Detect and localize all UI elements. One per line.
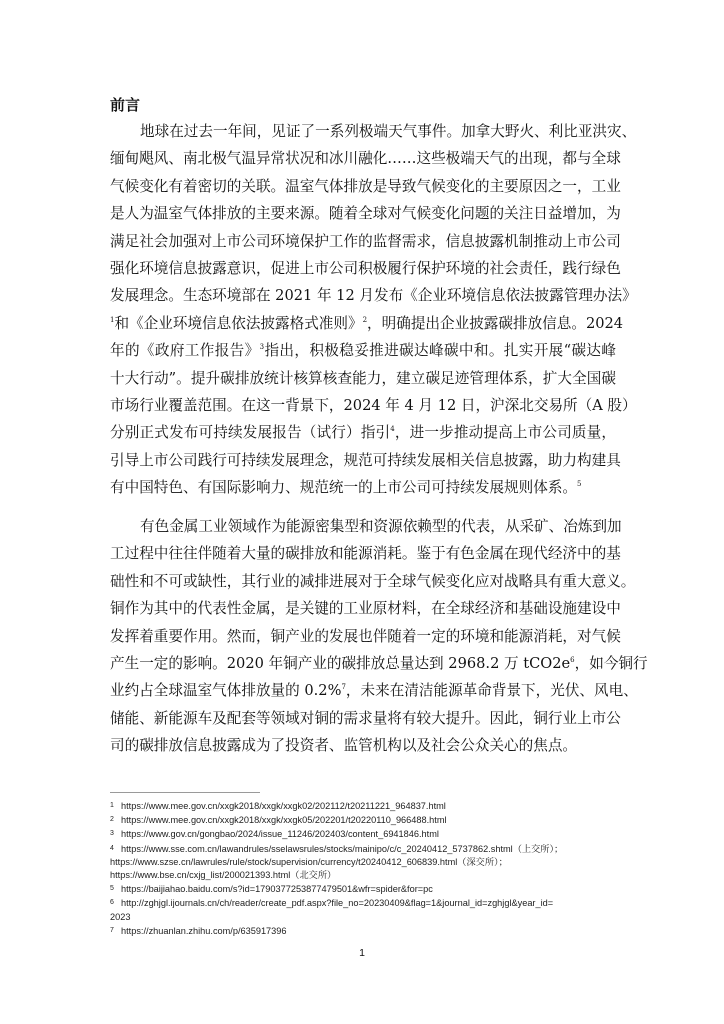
footnote-number: 2	[110, 816, 114, 824]
page-number: 1	[359, 947, 365, 959]
text-line	[110, 705, 621, 732]
text-line	[110, 677, 638, 704]
footnote-item	[110, 911, 630, 924]
footnote-text: http://zghjgl.ijournals.cn/ch/reader/create_pdf.aspx?file_no=20230409&flag=1&journal_id=zghjgl&year_id=	[121, 898, 554, 909]
footnote-text: https://www.sse.com.cn/lawandrules/sselawsrules/stocks/mainipo/c/c_20240412_5737862.shtml（上交所）；	[121, 843, 564, 854]
text-line	[110, 650, 648, 677]
text-line	[110, 200, 621, 227]
line-text: 铜作为其中的代表性金属，是关键的工业原材料，在全球经济和基础设施建设中	[110, 600, 621, 618]
footnote-ref: 1	[110, 315, 115, 324]
footnote-item	[110, 842, 630, 856]
text-line	[110, 365, 616, 392]
footnote-ref: 5	[577, 480, 582, 489]
footnote-item	[110, 882, 630, 896]
line-text: ，如今铜行	[574, 654, 648, 672]
line-text: 储能、新能源车及配套等领域对铜的需求量将有较大提升。因此，铜行业上市公	[110, 709, 621, 727]
line-text: 司的碳排放信息披露成为了投资者、监管机构以及社会公众关心的焦点。	[110, 737, 578, 755]
line-text: 年的《政府工作报告》	[110, 342, 260, 360]
text-line	[110, 513, 622, 540]
line-text: 和《企业环境信息依法披露格式准则》	[114, 314, 363, 332]
footnote-ref: 4	[390, 425, 395, 434]
footnote-item	[110, 799, 630, 813]
line-text: 地球在过去一年间，见证了一系列极端天气事件。加拿大野火、利比亚洪灾、	[140, 123, 637, 140]
footnote-text: https://www.mee.gov.cn/xxgk2018/xxgk/xxgk05/202201/t20220110_966488.html	[121, 815, 447, 826]
footnote-text: 2023	[110, 911, 131, 922]
section-heading: 前言	[110, 96, 141, 114]
footnote-text: https://www.gov.cn/gongbao/2024/issue_11246/202403/content_6941846.html	[121, 829, 439, 840]
paragraph-1	[110, 118, 637, 501]
text-line	[110, 337, 616, 364]
line-text: ，未来在清洁能源革命背景下，光伏、风电、	[345, 682, 638, 700]
footnote-text: https://baijiahao.baidu.com/s?id=1790377253877479501&wfr=spider&for=pc	[121, 884, 433, 895]
line-text: 强化环境信息披露意识，促进上市公司积极履行保护环境的社会责任，践行绿色	[110, 259, 621, 277]
footnote-number: 6	[110, 899, 114, 907]
text-line	[110, 732, 616, 759]
text-line	[110, 595, 621, 622]
text-line	[110, 392, 637, 419]
footnotes	[110, 799, 630, 938]
text-line	[110, 474, 616, 501]
line-text: 指出，积极稳妥推进碳达峰碳中和。扎实开展“碳达峰	[264, 342, 616, 360]
line-text: 业约占全球温室气体排放量的 0.2%	[110, 682, 342, 700]
footnote-item	[110, 813, 630, 827]
footnote-number: 1	[110, 802, 114, 809]
text-line	[110, 447, 621, 474]
footnote-number: 7	[110, 926, 114, 934]
line-text: 满足社会加强对上市公司环境保护工作的监督需求，信息披露机制推动上市公司	[110, 232, 621, 250]
text-line	[110, 540, 621, 567]
footnote-ref: 7	[341, 683, 346, 692]
footnote-text: https://www.bse.cn/cxjg_list/200021393.html（北交所）	[110, 870, 337, 881]
footnote-number: 3	[110, 830, 114, 838]
text-line	[110, 568, 636, 595]
text-line	[110, 145, 621, 172]
text-line	[110, 228, 621, 255]
footnote-item	[110, 856, 630, 869]
line-text: 有色金属工业领域作为能源密集型和资源依赖型的代表，从采矿、冶炼到加	[140, 518, 622, 535]
footnote-item	[110, 896, 630, 910]
line-text: 市场行业覆盖范围。在这一背景下，2024 年 4 月 12 日，沪深北交易所（A 股）	[110, 396, 637, 414]
line-text: 缅甸飓风、南北极气温异常状况和冰川融化……这些极端天气的出现，都与全球	[110, 150, 621, 168]
line-text: 十大行动”。提升碳排放统计核算核查能力，建立碳足迹管理体系，扩大全国碳	[110, 369, 616, 387]
text-line	[110, 310, 624, 337]
footnote-separator	[110, 792, 260, 793]
text-line	[110, 118, 637, 145]
footnote-number: 5	[110, 885, 114, 893]
text-line	[110, 173, 621, 200]
footnote-item	[110, 924, 630, 938]
footnote-text: https://zhuanlan.zhihu.com/p/635917396	[121, 925, 287, 936]
footnote-number: 4	[110, 844, 114, 852]
line-text: ，明确提出企业披露碳排放信息。2024	[367, 314, 624, 332]
line-text: 发挥着重要作用。然而，铜产业的发展也伴随着一定的环境和能源消耗，对气候	[110, 627, 621, 645]
paragraph-2	[110, 513, 648, 760]
footnote-ref: 3	[259, 343, 265, 352]
line-text: 是人为温室气体排放的主要来源。随着全球对气候变化问题的关注日益增加，为	[110, 205, 621, 223]
line-text: ，进一步推动提高上市公司质量，	[394, 424, 616, 442]
line-text: 分别正式发布可持续发展报告（试行）指引	[110, 424, 391, 442]
footnote-text: https://www.szse.cn/lawrules/rule/stock/supervision/currency/t20240412_606839.html（深交所）；	[110, 856, 508, 867]
text-line	[110, 623, 621, 650]
footnote-item	[110, 827, 630, 841]
line-text: 产生一定的影响。2020 年铜产业的碳排放总量达到 2968.2 万 tCO2e	[110, 654, 571, 672]
text-line	[110, 282, 637, 309]
footnote-text: https://www.mee.gov.cn/xxgk2018/xxgk/xxgk02/202112/t20211221_964837.html	[121, 801, 446, 811]
footnote-item	[110, 869, 630, 882]
line-text: 气候变化有着密切的关联。温室气体排放是导致气候变化的主要原因之一，工业	[110, 177, 621, 195]
line-text: 引导上市公司践行可持续发展理念，规范可持续发展相关信息披露，助力构建具	[110, 451, 621, 469]
text-line	[110, 419, 616, 446]
line-text: 工过程中往往伴随着大量的碳排放和能源消耗。鉴于有色金属在现代经济中的基	[110, 545, 621, 563]
line-text: 础性和不可或缺性，其行业的减排进展对于全球气候变化应对战略具有重大意义。	[110, 572, 636, 590]
line-text: 发展理念。生态环境部在 2021 年 12 月发布《企业环境信息依法披露管理办法》	[110, 287, 637, 305]
footnote-ref: 2	[362, 315, 368, 324]
line-text: 有中国特色、有国际影响力、规范统一的上市公司可持续发展规则体系。	[110, 479, 578, 497]
text-line	[110, 255, 621, 282]
footnote-ref: 6	[570, 655, 575, 664]
